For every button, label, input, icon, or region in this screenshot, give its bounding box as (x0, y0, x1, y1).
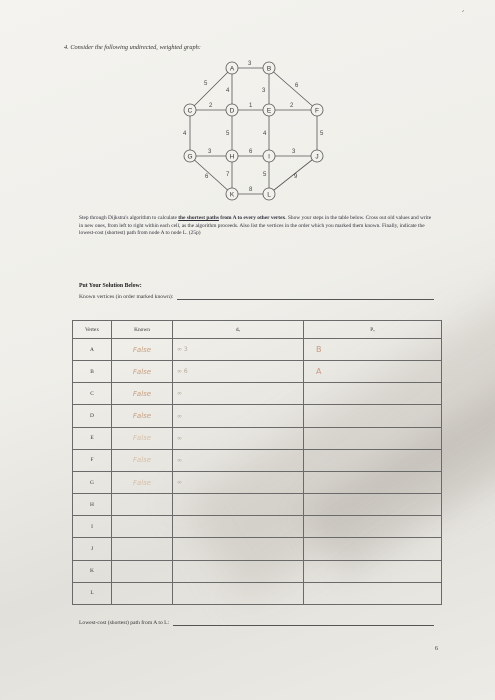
distance-cell[interactable] (173, 494, 304, 516)
instructions-emphasis: the shortest paths (178, 215, 219, 221)
node-h-label: H (229, 153, 235, 161)
weight-d-e: 1 (249, 103, 253, 109)
path-cell[interactable] (304, 560, 442, 582)
path-cell[interactable] (304, 383, 442, 405)
table-row (73, 405, 442, 427)
weight-a-b: 3 (248, 61, 252, 67)
table-row (73, 516, 442, 538)
known-cell[interactable] (112, 516, 173, 538)
weight-c-g: 4 (183, 131, 187, 137)
path-cell[interactable] (304, 471, 442, 493)
lowest-cost-line (79, 619, 434, 626)
table-row (73, 383, 442, 405)
distance-cell[interactable]: ∞ (173, 405, 304, 427)
known-cell[interactable] (112, 538, 173, 560)
dijkstra-table (72, 320, 442, 605)
instructions-bold: from A to every other vertex (218, 215, 286, 221)
node-a-label: A (229, 65, 235, 73)
distance-cell[interactable] (173, 516, 304, 538)
distance-cell[interactable] (173, 560, 304, 582)
weight-c-d: 2 (209, 103, 213, 109)
weight-f-j: 5 (320, 131, 324, 137)
instructions-text-rest: . Show your steps in the table below. Cross out old values and write in new ones, from left to right within each cell, as the algorithm proceeds. Also list the vertices in the order which you marked them known. Finally, indicate the lowest-cost (shortest) path from node A to node L. (25p) (79, 215, 432, 237)
header-known: Known (112, 321, 173, 339)
node-k-label: K (229, 191, 235, 199)
vertex-cell: A (73, 339, 112, 361)
node-b-label: B (266, 65, 272, 73)
path-cell[interactable] (304, 516, 442, 538)
vertex-cell: L (73, 582, 112, 604)
weight-e-f: 2 (290, 103, 294, 109)
question-text: Consider the following undirected, weighted graph: (70, 44, 201, 51)
distance-cell[interactable]: ∞ (173, 427, 304, 449)
table-row (73, 538, 442, 560)
corner-mark: ' (458, 8, 466, 17)
path-cell[interactable] (304, 538, 442, 560)
weight-b-f: 6 (295, 83, 299, 89)
path-cell[interactable] (304, 582, 442, 604)
table-body (73, 339, 442, 605)
vertex-cell: H (73, 494, 112, 516)
vertex-cell: B (73, 361, 112, 383)
path-cell[interactable] (304, 449, 442, 471)
node-c-label: C (187, 107, 193, 115)
node-i-label: I (268, 153, 270, 161)
known-vertices-label: Known vertices (in order marked known): (79, 294, 174, 300)
question-heading (64, 44, 201, 51)
vertex-cell: K (73, 560, 112, 582)
known-cell[interactable]: False (112, 383, 173, 405)
path-cell[interactable] (304, 405, 442, 427)
node-l-label: L (267, 191, 271, 199)
table-row (73, 427, 442, 449)
graph-svg (170, 52, 340, 212)
vertex-cell: I (73, 516, 112, 538)
table-row (73, 449, 442, 471)
weight-h-k: 7 (226, 172, 230, 178)
header-pv: Pᵥ (304, 321, 442, 339)
known-vertices-blank[interactable] (177, 293, 434, 300)
distance-cell[interactable]: ∞ (173, 383, 304, 405)
lowest-cost-blank[interactable] (173, 619, 434, 626)
page-number: 6 (435, 646, 438, 652)
path-cell[interactable] (304, 494, 442, 516)
weight-b-e: 3 (262, 88, 266, 94)
node-d-label: D (229, 107, 235, 115)
node-e-label: E (266, 107, 272, 115)
known-cell[interactable] (112, 582, 173, 604)
edge-weight-labels (183, 61, 324, 193)
path-cell[interactable]: A (304, 361, 442, 383)
distance-cell[interactable] (173, 582, 304, 604)
known-cell[interactable]: False (112, 427, 173, 449)
weight-a-d: 4 (226, 88, 230, 94)
known-cell[interactable] (112, 494, 173, 516)
distance-cell[interactable]: ∞ (173, 471, 304, 493)
node-j-label: J (315, 153, 319, 161)
known-cell[interactable]: False (112, 339, 173, 361)
weighted-graph (170, 52, 340, 212)
distance-cell[interactable]: ∞ 3 (173, 339, 304, 361)
weight-a-c: 5 (204, 81, 208, 87)
vertex-cell: F (73, 449, 112, 471)
table-row (73, 339, 442, 361)
header-dv: dᵥ (173, 321, 304, 339)
known-cell[interactable]: False (112, 471, 173, 493)
known-cell[interactable]: False (112, 405, 173, 427)
weight-e-i: 4 (263, 131, 267, 137)
known-cell[interactable] (112, 560, 173, 582)
known-cell[interactable]: False (112, 449, 173, 471)
weight-g-h: 3 (208, 149, 212, 155)
vertex-cell: C (73, 383, 112, 405)
weight-h-i: 6 (249, 149, 253, 155)
weight-j-l: 9 (294, 174, 298, 180)
table-row (73, 361, 442, 383)
path-cell[interactable] (304, 427, 442, 449)
weight-i-l: 5 (263, 172, 267, 178)
vertex-cell: D (73, 405, 112, 427)
vertex-cell: E (73, 427, 112, 449)
weight-d-h: 5 (226, 131, 230, 137)
solution-title: Put Your Solution Below: (79, 283, 142, 289)
table-row (73, 560, 442, 582)
distance-cell[interactable]: ∞ 6 (173, 361, 304, 383)
weight-k-l: 8 (249, 187, 253, 193)
distance-cell[interactable]: ∞ (173, 449, 304, 471)
table-row (73, 582, 442, 604)
distance-cell[interactable] (173, 538, 304, 560)
table-row (73, 494, 442, 516)
known-cell[interactable]: False (112, 361, 173, 383)
vertex-cell: J (73, 538, 112, 560)
path-cell[interactable]: B (304, 339, 442, 361)
known-vertices-line (79, 293, 434, 300)
table-row (73, 471, 442, 493)
table-header-row (73, 321, 442, 339)
header-vertex: Vertex (73, 321, 112, 339)
vertex-cell: G (73, 471, 112, 493)
weight-g-k: 6 (205, 174, 209, 180)
weight-i-j: 3 (292, 149, 296, 155)
instructions-text-start: Step through Dijkstra's algorithm to calculate (79, 215, 179, 221)
node-g-label: G (187, 153, 193, 161)
question-number: 4. (64, 44, 69, 51)
node-f-label: F (315, 107, 319, 115)
instructions-paragraph (79, 215, 434, 238)
lowest-cost-label: Lowest-cost (shortest) path from A to L: (79, 620, 170, 626)
